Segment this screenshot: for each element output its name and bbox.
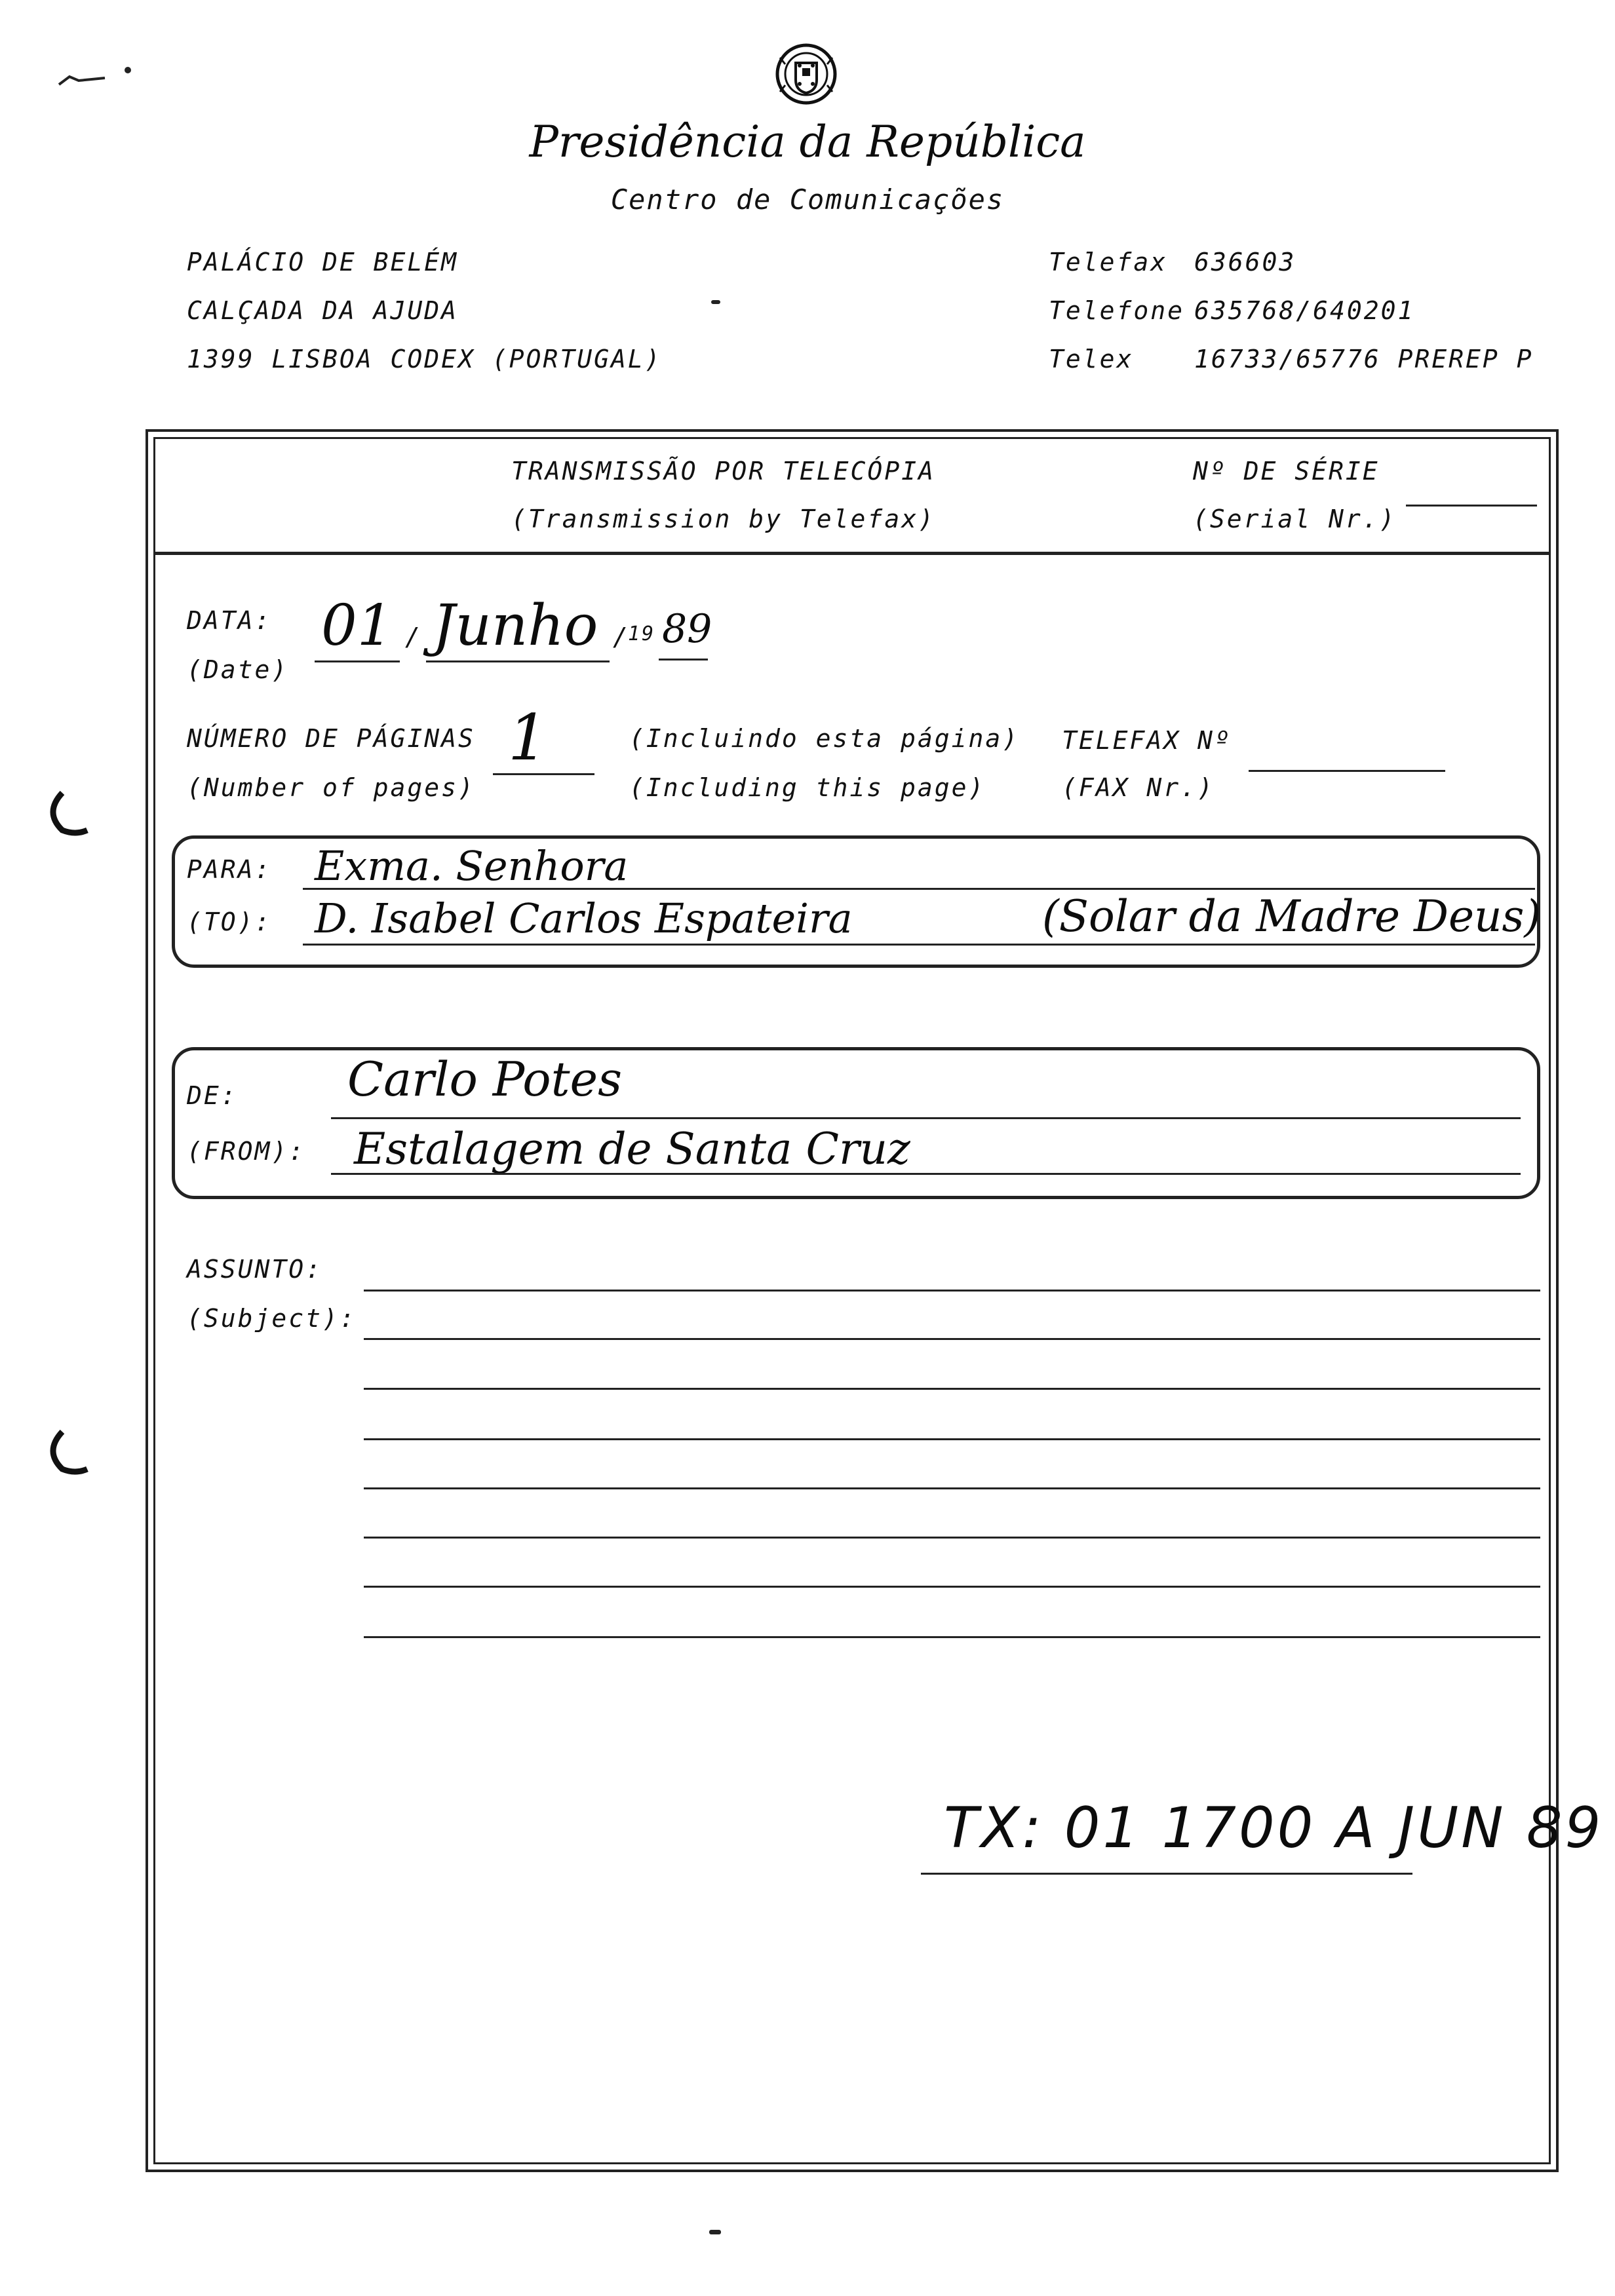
pages-label-pt: NÚMERO DE PÁGINAS xyxy=(187,724,475,753)
recipient-underline-2 xyxy=(303,944,1535,946)
pages-note-pt: (Incluindo esta página) xyxy=(629,724,1020,753)
sender-label-pt: DE: xyxy=(187,1081,238,1110)
date-separator-1: / xyxy=(405,622,422,651)
scan-speck-1 xyxy=(711,300,720,304)
subject-line-8 xyxy=(364,1636,1540,1638)
subject-line-1 xyxy=(364,1290,1540,1292)
subject-line-5 xyxy=(364,1487,1540,1489)
serial-label-pt: Nº DE SÉRIE xyxy=(1193,457,1380,486)
recipient-line-1: Exma. Senhora xyxy=(315,842,629,890)
fax-number-input-line xyxy=(1249,770,1445,772)
subject-label-pt: ASSUNTO: xyxy=(187,1255,323,1284)
telefone-value: 635768/640201 xyxy=(1194,296,1415,325)
date-day: 01 xyxy=(321,593,393,659)
subject-line-6 xyxy=(364,1537,1540,1539)
date-day-underline xyxy=(315,660,400,662)
date-year-prefix: 19 xyxy=(628,622,656,645)
letterhead-office: Presidência da República xyxy=(529,117,1086,167)
punch-hole-mark-top xyxy=(36,783,95,842)
subject-line-7 xyxy=(364,1586,1540,1588)
subject-line-4 xyxy=(364,1438,1540,1440)
fax-number-label-en: (FAX Nr.) xyxy=(1062,773,1215,802)
punch-hole-mark-bottom xyxy=(36,1422,95,1481)
subject-line-2 xyxy=(364,1338,1540,1340)
pages-input-line xyxy=(493,773,594,775)
serial-label-en: (Serial Nr.) xyxy=(1193,505,1397,533)
scan-speck-2 xyxy=(709,2230,721,2234)
serial-input-line xyxy=(1406,505,1537,507)
transmission-stamp-underline xyxy=(921,1873,1412,1875)
date-year-suffix: 89 xyxy=(662,606,712,652)
date-month: Junho xyxy=(433,593,598,659)
address-line-1: PALÁCIO DE BELÉM xyxy=(187,248,459,277)
scan-mark-top-left xyxy=(46,62,138,88)
header-title-en: (Transmission by Telefax) xyxy=(511,505,935,533)
telefax-value: 636603 xyxy=(1194,248,1296,277)
transmission-stamp: TX: 01 1700 A JUN 89 xyxy=(944,1795,1604,1861)
subject-label-en: (Subject): xyxy=(187,1304,357,1333)
recipient-label-pt: PARA: xyxy=(187,855,272,884)
subject-line-3 xyxy=(364,1388,1540,1390)
telefax-label: Telefax xyxy=(1049,248,1168,277)
telex-label: Telex xyxy=(1049,345,1134,373)
pages-value: 1 xyxy=(508,701,549,775)
address-line-3: 1399 LISBOA CODEX (PORTUGAL) xyxy=(187,345,662,373)
date-month-underline xyxy=(426,660,610,662)
telex-value: 16733/65776 PREREP P xyxy=(1194,345,1534,373)
telefone-label: Telefone xyxy=(1049,296,1185,325)
date-label-pt: DATA: xyxy=(187,606,272,635)
date-label-en: (Date) xyxy=(187,655,289,684)
header-title-pt: TRANSMISSÃO POR TELECÓPIA xyxy=(511,457,935,486)
date-year-underline xyxy=(659,659,708,660)
letterhead-center: Centro de Comunicações xyxy=(610,183,1005,216)
pages-label-en: (Number of pages) xyxy=(187,773,475,802)
sender-line-1: Carlo Potes xyxy=(347,1052,623,1107)
header-divider xyxy=(153,552,1551,555)
coat-of-arms-emblem xyxy=(773,38,839,110)
pages-note-en: (Including this page) xyxy=(629,773,986,802)
sender-label-en: (FROM): xyxy=(187,1137,306,1166)
recipient-line-2: D. Isabel Carlos Espateira xyxy=(315,894,853,942)
recipient-label-en: (TO): xyxy=(187,908,272,936)
recipient-underline-1 xyxy=(303,888,1535,890)
form-frame-inner xyxy=(153,437,1551,2164)
date-separator-2: / xyxy=(613,622,630,651)
sender-underline-2 xyxy=(331,1173,1521,1175)
recipient-line-2b: (Solar da Madre Deus) xyxy=(1042,891,1542,942)
sender-line-2: Estalagem de Santa Cruz xyxy=(354,1124,910,1174)
fax-number-label-pt: TELEFAX Nº xyxy=(1062,726,1232,755)
sender-underline-1 xyxy=(331,1117,1521,1119)
address-line-2: CALÇADA DA AJUDA xyxy=(187,296,459,325)
